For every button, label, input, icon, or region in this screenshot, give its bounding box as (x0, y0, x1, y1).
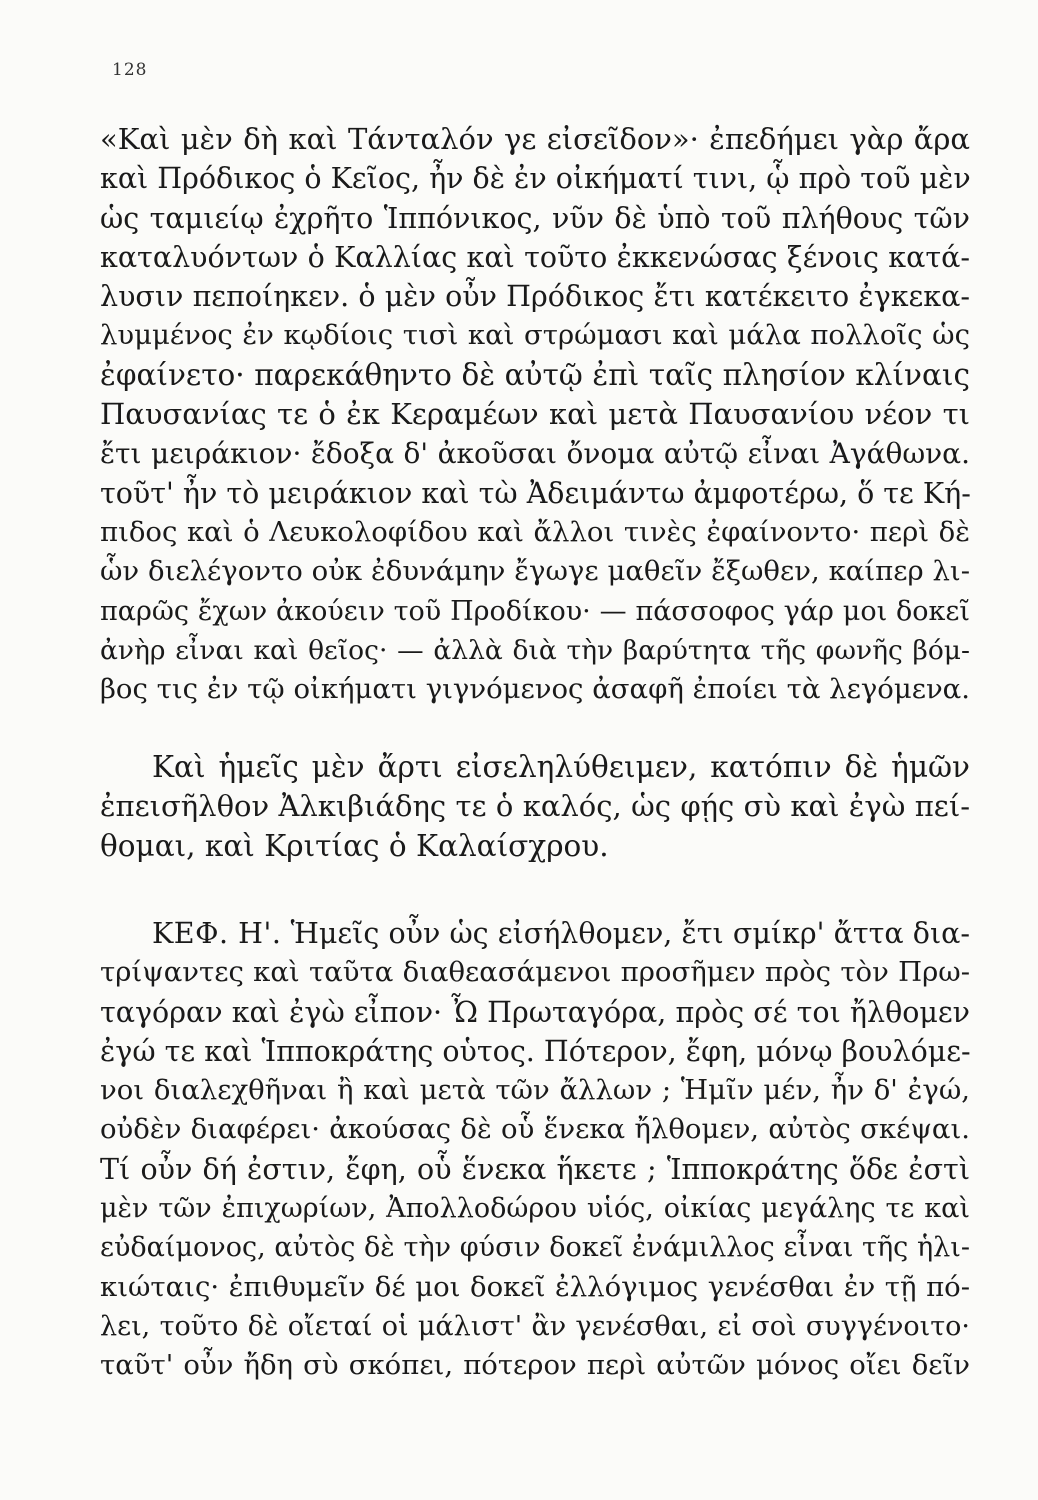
text-line: ταγόραν καὶ ἐγὼ εἶπον· Ὦ Πρωταγόρα, πρὸς σέ τοι ἤλθομεν (100, 995, 970, 1029)
text-line: ἐπεισῆλθον Ἀλκιβιάδης τε ὁ καλός, ὡς φῄς σὺ καὶ ἐγὼ πεί- (100, 789, 970, 824)
text-line: νοι διαλεχθῆναι ἢ καὶ μετὰ τῶν ἄλλων ; Ἡμῖν μέν, ἦν δ' ἐγώ, (100, 1074, 970, 1107)
text-line: βος τις ἐν τῷ οἰκήματι γιγνόμενος ἀσαφῆ ἐποίει τὰ λεγόμενα. (100, 673, 970, 706)
text-line: Τί οὖν δή ἐστιν, ἔφη, οὗ ἕνεκα ἥκετε ; Ἱπποκράτης ὅδε ἐστὶ (100, 1152, 970, 1186)
paragraph-3 (100, 914, 970, 1386)
text-line: τρίψαντες καὶ ταῦτα διαθεασάμενοι προσῆμεν πρὸς τὸν Πρω- (100, 956, 970, 989)
text-line: λει, τοῦτο δὲ οἴεταί οἱ μάλιστ' ἂν γενέσθαι, εἰ σοὶ συγγένοιτο· (100, 1310, 970, 1342)
text-line: παρῶς ἔχων ἀκούειν τοῦ Προδίκου· — πάσσοφος γάρ μοι δοκεῖ (100, 595, 970, 627)
chapter-first-line-text: Ἡμεῖς οὖν ὡς εἰσήλθομεν, ἔτι σμίκρ' ἄττα δια- (290, 917, 971, 950)
text-line: τοῦτ' ἦν τὸ μειράκιον καὶ τὼ Ἀδειμάντω ἀμφοτέρω, ὅ τε Κή- (100, 476, 971, 510)
text-line: πιδος καὶ ὁ Λευκολοφίδου καὶ ἄλλοι τινὲς ἐφαίνοντο· περὶ δὲ (100, 515, 970, 548)
text-line: Παυσανίας τε ὁ ἐκ Κεραμέων καὶ μετὰ Παυσανίου νέον τι (100, 397, 970, 432)
page-number: 128 (112, 60, 148, 80)
text-line: ἐγώ τε καὶ Ἱπποκράτης οὑτος. Πότερον, ἔφη, μόνῳ βουλόμε- (100, 1034, 971, 1068)
text-line: καταλυόντων ὁ Καλλίας καὶ τοῦτο ἐκκενώσας ξένοις κατά- (100, 240, 970, 274)
chapter-first-line (100, 914, 970, 953)
paragraph-2 (100, 748, 970, 866)
text-line: ἀνὴρ εἶναι καὶ θεῖος· — ἀλλὰ διὰ τὴν βαρύτητα τῆς φωνῆς βόμ- (100, 634, 970, 666)
text-line: καὶ Πρόδικος ὁ Κεῖος, ἦν δὲ ἐν οἰκήματί τινι, ᾧ πρὸ τοῦ μὲν (100, 162, 971, 196)
text-line: ταῦτ' οὖν ἤδη σὺ σκόπει, πότερον περὶ αὐτῶν μόνος οἴει δεῖν (100, 1349, 970, 1382)
text-line: οὐδὲν διαφέρει· ἀκούσας δὲ οὗ ἕνεκα ἤλθομεν, αὐτὸς σκέψαι. (100, 1113, 970, 1146)
text-line: ἐφαίνετο· παρεκάθηντο δὲ αὐτῷ ἐπὶ ταῖς πλησίον κλίναις (100, 357, 970, 392)
text-line: εὐδαίμονος, αὐτὸς δὲ τὴν φύσιν δοκεῖ ἐνάμιλλος εἶναι τῆς ἡλι- (100, 1232, 970, 1264)
paragraph-1 (100, 120, 970, 709)
text-line: ὧν διελέγοντο οὐκ ἐδυνάμην ἔγωγε μαθεῖν ἔξωθεν, καίπερ λι- (100, 555, 970, 588)
text-line: λυμμένος ἐν κῳδίοις τισὶ καὶ στρώμασι καὶ μάλα πολλοῖς ὡς (100, 319, 970, 352)
text-line: κιώταις· ἐπιθυμεῖν δέ μοι δοκεῖ ἐλλόγιμος γενέσθαι ἐν τῇ πό- (100, 1270, 970, 1303)
text-line: λυσιν πεποίηκεν. ὁ μὲν οὖν Πρόδικος ἔτι κατέκειτο ἐγκεκα- (100, 280, 970, 314)
text-line: θομαι, καὶ Κριτίας ὁ Καλαίσχρου. (100, 828, 609, 863)
text-line: μὲν τῶν ἐπιχωρίων, Ἀπολλοδώρου υἱός, οἰκίας μεγάλης τε καὶ (100, 1193, 970, 1225)
chapter-label: ΚΕΦ. Η'. (152, 917, 282, 950)
text-line: «Καὶ μὲν δὴ καὶ Τάνταλόν γε εἰσεῖδον»· ἐπεδήμει γὰρ ἄρα (100, 122, 970, 156)
text-line: ἔτι μειράκιον· ἔδοξα δ' ἀκοῦσαι ὄνομα αὐτῷ εἶναι Ἀγάθωνα. (100, 437, 970, 471)
text-line: Καὶ ἡμεῖς μὲν ἄρτι εἰσεληλύθειμεν, κατόπιν δὲ ἡμῶν (152, 750, 970, 784)
text-line: ὡς ταμιείῳ ἐχρῆτο Ἱππόνικος, νῦν δὲ ὑπὸ τοῦ πλήθους τῶν (100, 201, 970, 235)
